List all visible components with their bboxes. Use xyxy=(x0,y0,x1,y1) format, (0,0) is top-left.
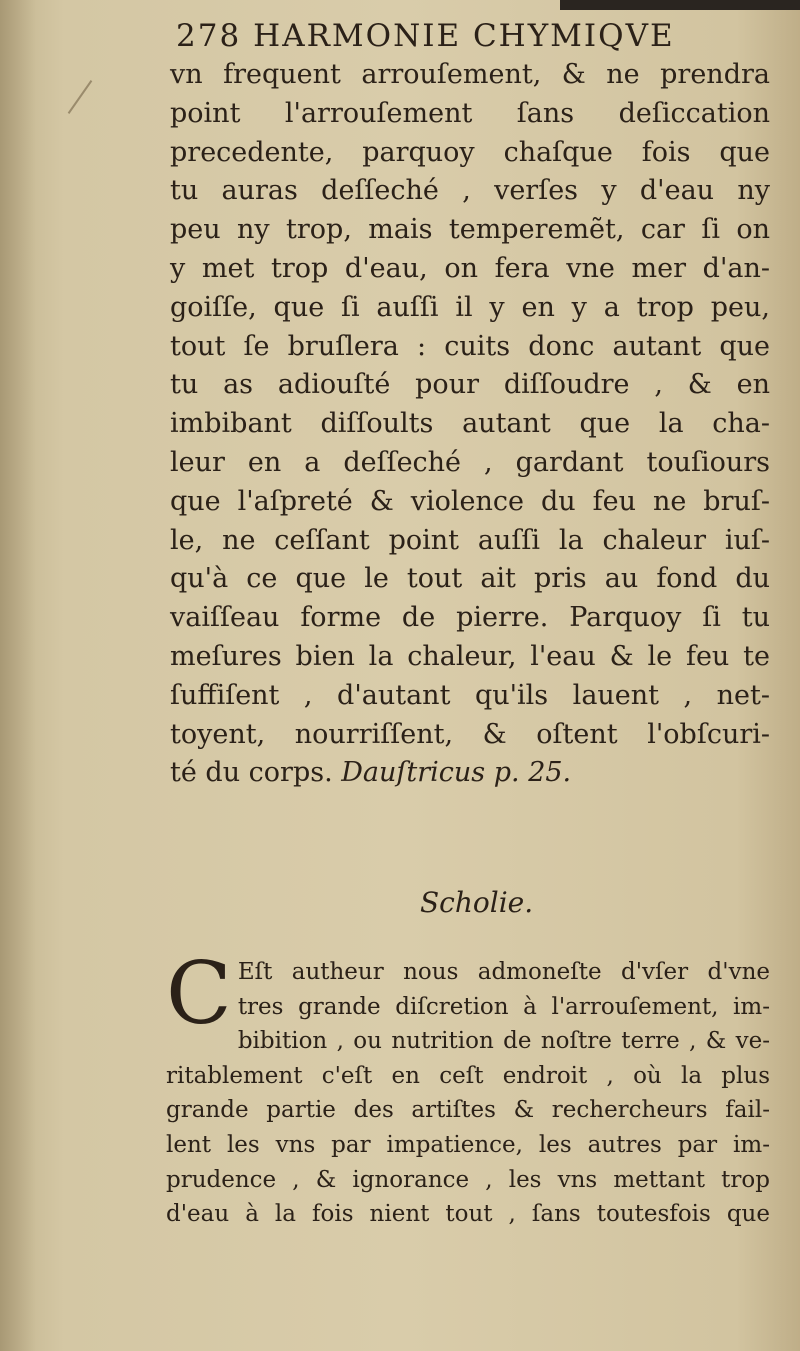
text-line: vaiſſeau forme de pierre. Parquoy ſi tu xyxy=(170,602,770,634)
text-line: ſuffiſent , d'autant qu'ils lauent , net- xyxy=(170,679,770,711)
scholie-line: prudence , & ignorance , les vns mettant trop xyxy=(166,1166,770,1193)
gutter-shadow xyxy=(0,0,36,1351)
text-line: tu as adiouſté pour diſſoudre , & en xyxy=(170,369,770,401)
text-line: imbibant diſſoults autant que la cha- xyxy=(170,408,770,440)
page-number: 278 xyxy=(176,18,242,54)
text-line: meſures bien la chaleur, l'eau & le feu te xyxy=(170,640,770,672)
text-line: peu ny trop, mais temperemẽt, car ſi on xyxy=(170,214,770,246)
text-line: que l'aſpreté & violence du feu ne bruſ- xyxy=(170,485,770,517)
running-title: HARMONIE CHYMIQVE xyxy=(253,18,675,54)
text-line: le, ne ceſſant point auſſi la chaleur iuſ- xyxy=(170,524,770,556)
text-line: tout ſe bruſlera : cuits donc autant que xyxy=(170,330,770,362)
text-line: y met trop d'eau, on fera vne mer d'an- xyxy=(170,252,770,284)
text-line: toyent, nourriſſent, & oſtent l'obſcuri- xyxy=(170,718,770,750)
text-line: tu auras deſſeché , verſes y d'eau ny xyxy=(170,175,770,207)
page-header xyxy=(176,18,776,54)
text-line: point l'arrouſement ſans deſiccation xyxy=(170,97,770,129)
margin-mark xyxy=(68,80,93,114)
text-line: leur en a deſſeché , gardant touſiours xyxy=(170,446,770,478)
text-line: precedente, parquoy chaſque fois que xyxy=(170,136,770,168)
scholie-line: d'eau à la fois nient tout , ſans toutesfois que xyxy=(166,1201,770,1228)
text-line: vn frequent arrouſement, & ne prendra xyxy=(170,59,770,90)
text-line-final xyxy=(170,754,770,793)
drop-capital: C xyxy=(166,944,232,1044)
main-text-block xyxy=(170,56,770,793)
scholie-line: grande partie des artiſtes & rechercheurs fail- xyxy=(166,1097,770,1124)
scholie-line: ritablement c'eſt en ceſt endroit , où la plus xyxy=(166,1062,770,1089)
text-line: qu'à ce que le tout ait pris au fond du xyxy=(170,563,770,595)
scholie-line: tres grande diſcretion à l'arrouſement, im- xyxy=(237,993,770,1020)
scholie-heading: Scholie. xyxy=(420,886,534,919)
scholie-line: lent les vns par impatience, les autres par im- xyxy=(166,1131,770,1158)
closing-text: té du corps. xyxy=(170,757,333,789)
scan-edge xyxy=(560,0,800,10)
scholie-line: Eſt autheur nous admoneſte d'vſer d'vne xyxy=(237,959,770,985)
scholie-line: bibition , ou nutrition de noſtre terre , & ve- xyxy=(237,1028,770,1055)
citation: Dauſtricus p. 25. xyxy=(341,757,572,789)
scholie-text-block xyxy=(166,944,770,1232)
text-line: goiſſe, que ſi auſſi il y en y a trop peu, xyxy=(170,291,770,323)
